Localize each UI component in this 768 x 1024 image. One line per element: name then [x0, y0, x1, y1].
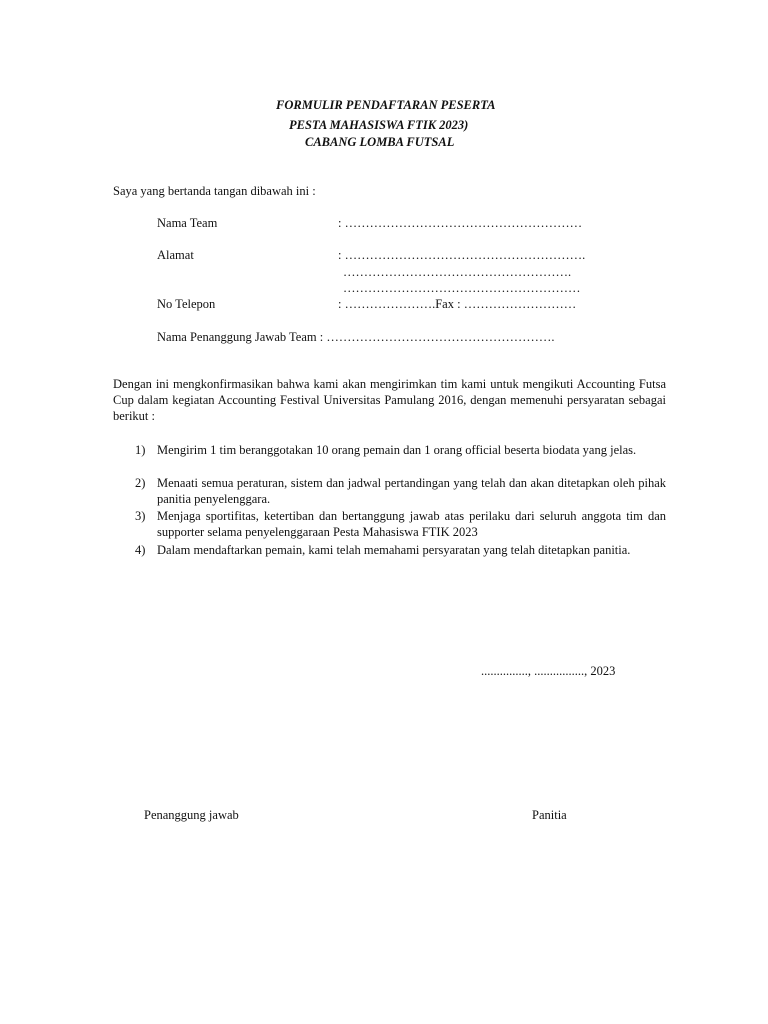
confirmation-paragraph: Dengan ini mengkonfirmasikan bahwa kami akan mengirimkan tim kami untuk mengikuti Accounting Futsa Cup dalam kegiatan Accounting Festival Universitas Pamulang 2016, dengan memenuhi persyaratan sebagai berikut :: [113, 377, 666, 423]
responsible-person-blank: ……………………………………………….: [323, 330, 555, 344]
requirement-item-3: [135, 508, 666, 540]
requirement-number: 3): [135, 509, 146, 523]
signature-label-responsible: Penanggung jawab: [144, 808, 239, 822]
address-blank-line-1: : ………………………………………………….: [338, 248, 586, 262]
intro-statement: Saya yang bertanda tangan dibawah ini :: [113, 184, 316, 198]
phone-label: No Telepon: [157, 297, 216, 311]
requirement-text: Dalam mendaftarkan pemain, kami telah memahami persyaratan yang telah ditetapkan panitia.: [157, 543, 631, 557]
requirement-item-4: [135, 542, 666, 574]
phone-fax-blank: : ………………….Fax : ………………………: [338, 297, 577, 311]
requirement-text: Mengirim 1 tim beranggotakan 10 orang pemain dan 1 orang official beserta biodata yang jelas.: [157, 443, 637, 457]
team-name-label: Nama Team: [157, 216, 218, 230]
requirement-number: 2): [135, 476, 146, 490]
form-title-line-3: CABANG LOMBA FUTSAL: [305, 135, 455, 149]
requirement-number: 4): [135, 543, 146, 557]
requirement-item-1: [135, 442, 666, 474]
requirement-text: Menaati semua peraturan, sistem dan jadwal pertandingan yang telah dan akan ditetapkan oleh pihak panitia penyelenggara.: [157, 476, 666, 506]
address-blank-line-2: ……………………………………………….: [343, 265, 572, 279]
form-title-line-2: PESTA MAHASISWA FTIK 2023): [289, 118, 469, 132]
signature-label-committee: Panitia: [532, 808, 567, 822]
responsible-person-label: Nama Penanggung Jawab Team :: [157, 330, 324, 344]
date-place-line: ..............., ................, 2023: [481, 664, 616, 678]
responsible-person-line: [157, 329, 554, 345]
requirement-item-2: [135, 475, 666, 507]
requirement-text: Menjaga sportifitas, ketertiban dan bertanggung jawab atas perilaku dari seluruh anggota tim dan supporter selama penyelenggaraan Pesta Mahasiswa FTIK 2023: [157, 509, 666, 539]
address-label: Alamat: [157, 248, 194, 262]
form-title-line-1: FORMULIR PENDAFTARAN PESERTA: [276, 98, 496, 112]
requirement-number: 1): [135, 443, 146, 457]
address-blank-line-3: …………………………………………………: [343, 281, 581, 295]
team-name-blank: : …………………………………………………: [338, 216, 583, 230]
